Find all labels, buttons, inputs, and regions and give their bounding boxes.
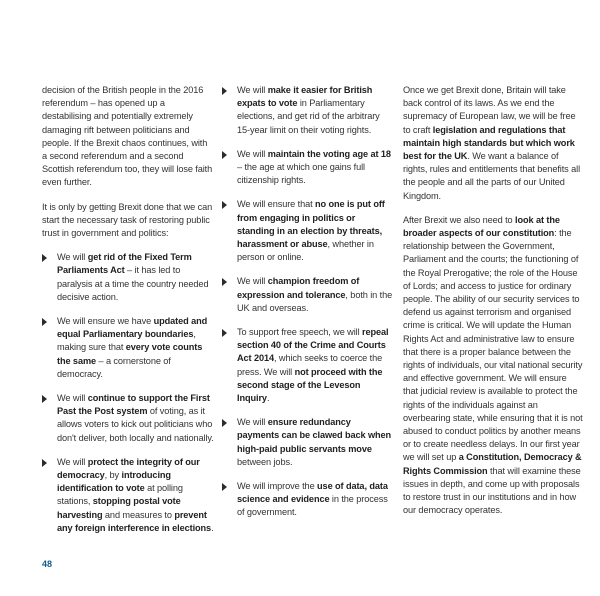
bullet-arrow-icon	[42, 459, 47, 467]
paragraph: After Brexit we also need to look at the broader aspects of our constitution: the relationship between the Government, Parliament and the courts; the functioning of the Royal Prerogative; the role of the House of Lords; and access to justice for ordinary people. The ability of our security services to defend us against terrorism and organised crime is critical. We will update the Human Rights Act and administrative law to ensure that there is a proper balance between the rights of individuals, our vital national security and effective government. We will ensure that judicial review is available to protect the rights of the individuals against an overbearing state, while ensuring that it is not abused to conduct politics by another means or to create needless delays. In our first year we will set up a Constitution, Democracy & Rights Commission that will examine these issues in depth, and come up with proposals to restore trust in our institutions and in how our democracy operates.	[403, 214, 583, 516]
bullet-item: We will maintain the voting age at 18 – the age at which one gains full citizenship rights.	[222, 148, 394, 188]
column-middle	[222, 84, 394, 531]
bullet-item: We will ensure we have updated and equal Parliamentary boundaries, making sure that every vote counts the same – a cornerstone of democracy.	[42, 315, 214, 381]
paragraph: Once we get Brexit done, Britain will take back control of its laws. As we end the supremacy of European law, we will be free to craft legislation and regulations that maintain high standards but which work best for the UK. We want a balance of rights, rules and entitlements that benefits all the people and all the parts of our United Kingdom.	[403, 85, 581, 201]
bullet-arrow-icon	[222, 483, 227, 491]
bullet-arrow-icon	[222, 278, 227, 286]
bullet-item: We will protect the integrity of our democracy, by introducing identification to vote at polling stations, stopping postal vote harvesting and measures to prevent any foreign interference in elections.	[42, 456, 214, 535]
column-left	[42, 84, 214, 546]
paragraph: decision of the British people in the 2016 referendum – has opened up a destabilising and potentially extremely damaging rift between politicians and people. If the Brexit chaos continues, with a second referendum and a second Scottish referendum too, they will lose faith even further.	[42, 85, 213, 188]
bullet-arrow-icon	[222, 419, 227, 427]
bullet-item: We will ensure redundancy payments can be clawed back when high-paid public servants move between jobs.	[222, 416, 394, 469]
column-right	[403, 84, 583, 529]
bullet-item: We will continue to support the First Past the Post system of voting, as it allows voters to kick out politicians who don't deliver, both locally and nationally.	[42, 392, 214, 445]
bullet-arrow-icon	[42, 318, 47, 326]
bullet-arrow-icon	[222, 329, 227, 337]
bullet-arrow-icon	[222, 151, 227, 159]
bullet-item: We will ensure that no one is put off from engaging in politics or standing in an election by threats, harassment or abuse, whether in person or online.	[222, 198, 394, 264]
bullet-arrow-icon	[222, 201, 227, 209]
bullet-arrow-icon	[222, 87, 227, 95]
bullet-item: To support free speech, we will repeal section 40 of the Crime and Courts Act 2014, which seeks to coerce the press. We will not proceed with the second stage of the Leveson Inquiry.	[222, 326, 394, 405]
bullet-arrow-icon	[42, 254, 47, 262]
bullet-item: We will get rid of the Fixed Term Parliaments Act – it has led to paralysis at a time the country needed decisive action.	[42, 251, 214, 304]
bullet-item: We will champion freedom of expression and tolerance, both in the UK and overseas.	[222, 275, 394, 315]
bullet-arrow-icon	[42, 395, 47, 403]
bullet-item: We will make it easier for British expats to vote in Parliamentary elections, and get rid of the arbitrary 15-year limit on their voting rights.	[222, 84, 394, 137]
paragraph: It is only by getting Brexit done that we can start the necessary task of restoring public trust in government and politics:	[42, 201, 213, 239]
page-number: 48	[42, 559, 53, 569]
bullet-item: We will improve the use of data, data science and evidence in the process of government.	[222, 480, 394, 520]
